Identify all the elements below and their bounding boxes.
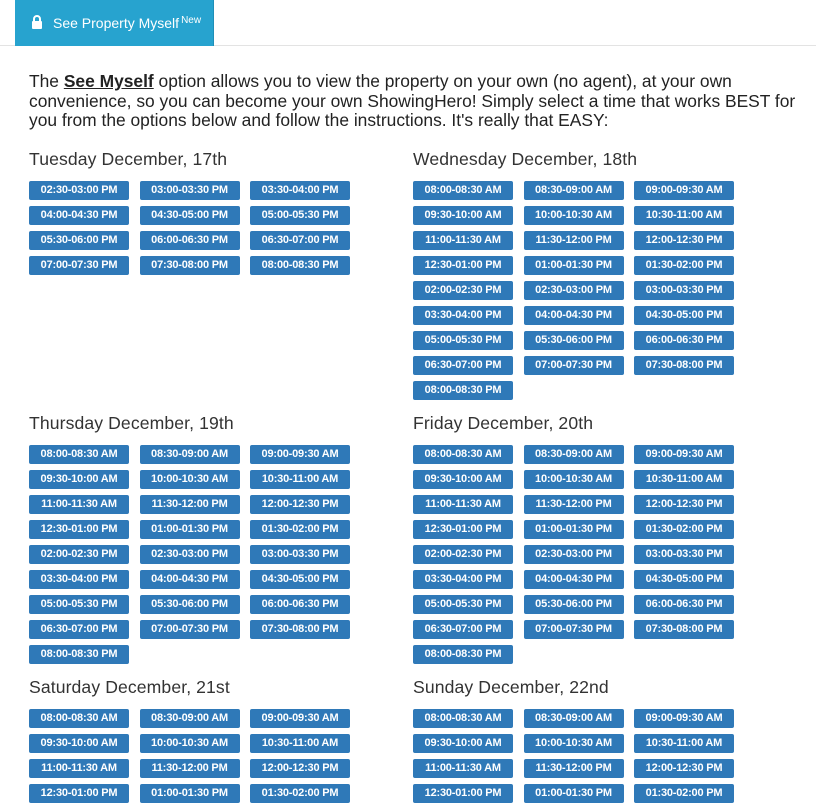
time-slot-button[interactable]: 06:30-07:00 PM <box>29 620 129 639</box>
time-slot-button[interactable]: 05:00-05:30 PM <box>413 331 513 350</box>
intro-text <box>29 72 811 131</box>
time-slot-button[interactable]: 09:00-09:30 AM <box>250 709 350 728</box>
time-slot-button[interactable]: 09:30-10:00 AM <box>413 206 513 225</box>
time-slot-button[interactable]: 12:30-01:00 PM <box>29 784 129 803</box>
time-slot-button[interactable]: 01:00-01:30 PM <box>140 520 240 539</box>
day-title: Friday December, 20th <box>413 413 594 433</box>
time-slot-button[interactable]: 11:30-12:00 PM <box>524 759 624 778</box>
time-slot-button[interactable]: 07:30-08:00 PM <box>634 356 734 375</box>
time-slot-button[interactable]: 08:00-08:30 AM <box>413 181 513 200</box>
time-slot-button[interactable]: 10:30-11:00 AM <box>634 470 734 489</box>
time-slot-button[interactable]: 04:30-05:00 PM <box>250 570 350 589</box>
time-slot-button[interactable]: 04:30-05:00 PM <box>634 306 734 325</box>
time-slot-button[interactable]: 02:30-03:00 PM <box>140 545 240 564</box>
time-slot-button[interactable]: 04:00-04:30 PM <box>524 570 624 589</box>
time-slot-button[interactable]: 01:00-01:30 PM <box>140 784 240 803</box>
time-slot-button[interactable]: 07:00-07:30 PM <box>524 356 624 375</box>
time-slot-button[interactable]: 11:00-11:30 AM <box>413 495 513 514</box>
time-slot-button[interactable]: 10:30-11:00 AM <box>250 470 350 489</box>
time-slot-button[interactable]: 06:30-07:00 PM <box>413 356 513 375</box>
time-slot-button[interactable]: 03:00-03:30 PM <box>250 545 350 564</box>
time-slot-button[interactable]: 10:30-11:00 AM <box>634 734 734 753</box>
time-slot-button[interactable]: 11:30-12:00 PM <box>140 759 240 778</box>
time-slot-button[interactable]: 02:30-03:00 PM <box>524 281 624 300</box>
time-slot-button[interactable]: 12:30-01:00 PM <box>413 256 513 275</box>
time-slot-button[interactable]: 11:00-11:30 AM <box>29 759 129 778</box>
time-slot-button[interactable]: 02:00-02:30 PM <box>413 545 513 564</box>
time-slot-button[interactable]: 08:00-08:30 AM <box>29 709 129 728</box>
time-slot-button[interactable]: 06:00-06:30 PM <box>140 231 240 250</box>
day-saturday <box>29 676 389 799</box>
day-sunday <box>413 676 773 799</box>
time-slot-button[interactable]: 03:30-04:00 PM <box>29 570 129 589</box>
time-slot-button[interactable]: 12:00-12:30 PM <box>250 495 350 514</box>
time-slot-button[interactable]: 08:00-08:30 AM <box>413 445 513 464</box>
time-slot-button[interactable]: 11:00-11:30 AM <box>413 231 513 250</box>
time-slot-button[interactable]: 06:30-07:00 PM <box>413 620 513 639</box>
time-slot-button[interactable]: 11:30-12:00 PM <box>524 231 624 250</box>
time-slot-button[interactable]: 03:00-03:30 PM <box>634 545 734 564</box>
time-slot-button[interactable]: 06:30-07:00 PM <box>250 231 350 250</box>
time-slot-button[interactable]: 08:00-08:30 PM <box>250 256 350 275</box>
time-slot-button[interactable]: 10:00-10:30 AM <box>524 734 624 753</box>
time-slot-button[interactable]: 08:30-09:00 AM <box>140 709 240 728</box>
slot-grid <box>413 181 773 400</box>
time-slot-button[interactable]: 09:30-10:00 AM <box>413 734 513 753</box>
time-slot-button[interactable]: 02:30-03:00 PM <box>29 181 129 200</box>
day-title: Sunday December, 22nd <box>413 677 609 697</box>
time-slot-button[interactable]: 12:00-12:30 PM <box>634 231 734 250</box>
new-badge: New <box>181 14 202 26</box>
time-slot-button[interactable]: 03:30-04:00 PM <box>413 570 513 589</box>
time-slot-button[interactable]: 10:00-10:30 AM <box>524 470 624 489</box>
tab-label: See Property Myself <box>53 15 180 31</box>
time-slot-button[interactable]: 09:30-10:00 AM <box>29 470 129 489</box>
time-slot-button[interactable]: 05:30-06:00 PM <box>29 231 129 250</box>
time-slot-button[interactable]: 01:30-02:00 PM <box>634 256 734 275</box>
intro-after: option allows you to view the property on your own (no agent), at your own convenience, so you can become your own ShowingHero! Simply select a time that works BEST for you from the options below and follow the instructions. It's really that EASY: <box>29 71 796 130</box>
time-slot-button[interactable]: 12:30-01:00 PM <box>29 520 129 539</box>
tab-bar <box>0 0 816 46</box>
time-slot-button[interactable]: 05:30-06:00 PM <box>524 331 624 350</box>
slot-grid <box>413 709 773 803</box>
time-slot-button[interactable]: 07:00-07:30 PM <box>29 256 129 275</box>
time-slot-button[interactable]: 01:00-01:30 PM <box>524 784 624 803</box>
time-slot-button[interactable]: 06:00-06:30 PM <box>250 595 350 614</box>
time-slot-button[interactable]: 09:30-10:00 AM <box>29 734 129 753</box>
time-slot-button[interactable]: 05:00-05:30 PM <box>413 595 513 614</box>
time-slot-button[interactable]: 09:00-09:30 AM <box>250 445 350 464</box>
time-slot-button[interactable]: 08:30-09:00 AM <box>524 181 624 200</box>
time-slot-button[interactable]: 08:00-08:30 PM <box>413 645 513 664</box>
time-slot-button[interactable]: 05:00-05:30 PM <box>250 206 350 225</box>
day-title: Tuesday December, 17th <box>29 149 228 169</box>
time-slot-button[interactable]: 04:30-05:00 PM <box>140 206 240 225</box>
time-slot-button[interactable]: 03:00-03:30 PM <box>634 281 734 300</box>
time-slot-button[interactable]: 02:00-02:30 PM <box>29 545 129 564</box>
time-slot-button[interactable]: 11:30-12:00 PM <box>140 495 240 514</box>
time-slot-button[interactable]: 02:30-03:00 PM <box>524 545 624 564</box>
time-slot-button[interactable]: 10:30-11:00 AM <box>634 206 734 225</box>
time-slot-button[interactable]: 08:00-08:30 AM <box>413 709 513 728</box>
day-wednesday <box>413 148 773 396</box>
time-slot-button[interactable]: 10:00-10:30 AM <box>140 470 240 489</box>
slot-grid <box>29 181 389 275</box>
time-slot-button[interactable]: 01:30-02:00 PM <box>250 520 350 539</box>
time-slot-button[interactable]: 07:30-08:00 PM <box>634 620 734 639</box>
time-slot-button[interactable]: 04:00-04:30 PM <box>140 570 240 589</box>
intro-before: The <box>29 71 64 91</box>
time-slot-button[interactable]: 01:30-02:00 PM <box>250 784 350 803</box>
day-friday <box>413 412 773 660</box>
lock-icon <box>30 14 46 30</box>
time-slot-button[interactable]: 05:30-06:00 PM <box>140 595 240 614</box>
time-slot-button[interactable]: 08:30-09:00 AM <box>524 445 624 464</box>
time-slot-button[interactable]: 10:00-10:30 AM <box>524 206 624 225</box>
time-slot-button[interactable]: 04:00-04:30 PM <box>29 206 129 225</box>
day-title: Thursday December, 19th <box>29 413 234 433</box>
time-slot-button[interactable]: 11:00-11:30 AM <box>413 759 513 778</box>
time-slot-button[interactable]: 06:00-06:30 PM <box>634 595 734 614</box>
time-slot-button[interactable]: 03:00-03:30 PM <box>140 181 240 200</box>
time-slot-button[interactable]: 01:30-02:00 PM <box>634 520 734 539</box>
time-slot-button[interactable]: 01:00-01:30 PM <box>524 520 624 539</box>
time-slot-button[interactable]: 03:30-04:00 PM <box>250 181 350 200</box>
time-slot-button[interactable]: 09:00-09:30 AM <box>634 709 734 728</box>
time-slot-button[interactable]: 12:00-12:30 PM <box>634 495 734 514</box>
time-slot-button[interactable]: 12:00-12:30 PM <box>634 759 734 778</box>
see-myself-link[interactable]: See Myself <box>63 71 154 91</box>
time-slot-button[interactable]: 07:30-08:00 PM <box>250 620 350 639</box>
time-slot-button[interactable]: 11:00-11:30 AM <box>29 495 129 514</box>
day-title: Wednesday December, 18th <box>413 149 638 169</box>
day-tuesday <box>29 148 389 271</box>
time-slot-button[interactable]: 04:30-05:00 PM <box>634 570 734 589</box>
time-slot-button[interactable]: 08:00-08:30 PM <box>413 381 513 400</box>
time-slot-button[interactable]: 11:30-12:00 PM <box>524 495 624 514</box>
slot-grid <box>29 709 389 803</box>
time-slot-button[interactable]: 10:30-11:00 AM <box>250 734 350 753</box>
time-slot-button[interactable]: 09:00-09:30 AM <box>634 181 734 200</box>
slot-grid <box>413 445 773 664</box>
time-slot-button[interactable]: 05:00-05:30 PM <box>29 595 129 614</box>
time-slot-button[interactable]: 04:00-04:30 PM <box>524 306 624 325</box>
tab-see-property-myself[interactable] <box>15 0 214 46</box>
day-thursday <box>29 412 389 660</box>
time-slot-button[interactable]: 07:00-07:30 PM <box>140 620 240 639</box>
time-slot-button[interactable]: 12:30-01:00 PM <box>413 784 513 803</box>
time-slot-button[interactable]: 09:30-10:00 AM <box>413 470 513 489</box>
time-slot-button[interactable]: 01:30-02:00 PM <box>634 784 734 803</box>
day-title: Saturday December, 21st <box>29 677 230 697</box>
time-slot-button[interactable]: 07:30-08:00 PM <box>140 256 240 275</box>
time-slot-button[interactable]: 06:00-06:30 PM <box>634 331 734 350</box>
time-slot-button[interactable]: 10:00-10:30 AM <box>140 734 240 753</box>
time-slot-button[interactable]: 05:30-06:00 PM <box>524 595 624 614</box>
time-slot-button[interactable]: 12:30-01:00 PM <box>413 520 513 539</box>
time-slot-button[interactable]: 08:30-09:00 AM <box>140 445 240 464</box>
time-slot-button[interactable]: 08:00-08:30 PM <box>29 645 129 664</box>
time-slot-button[interactable]: 09:00-09:30 AM <box>634 445 734 464</box>
slot-grid <box>29 445 389 664</box>
time-slot-button[interactable]: 01:00-01:30 PM <box>524 256 624 275</box>
time-slot-button[interactable]: 08:00-08:30 AM <box>29 445 129 464</box>
time-slot-button[interactable]: 03:30-04:00 PM <box>413 306 513 325</box>
time-slot-button[interactable]: 07:00-07:30 PM <box>524 620 624 639</box>
time-slot-button[interactable]: 02:00-02:30 PM <box>413 281 513 300</box>
time-slot-button[interactable]: 08:30-09:00 AM <box>524 709 624 728</box>
time-slot-button[interactable]: 12:00-12:30 PM <box>250 759 350 778</box>
